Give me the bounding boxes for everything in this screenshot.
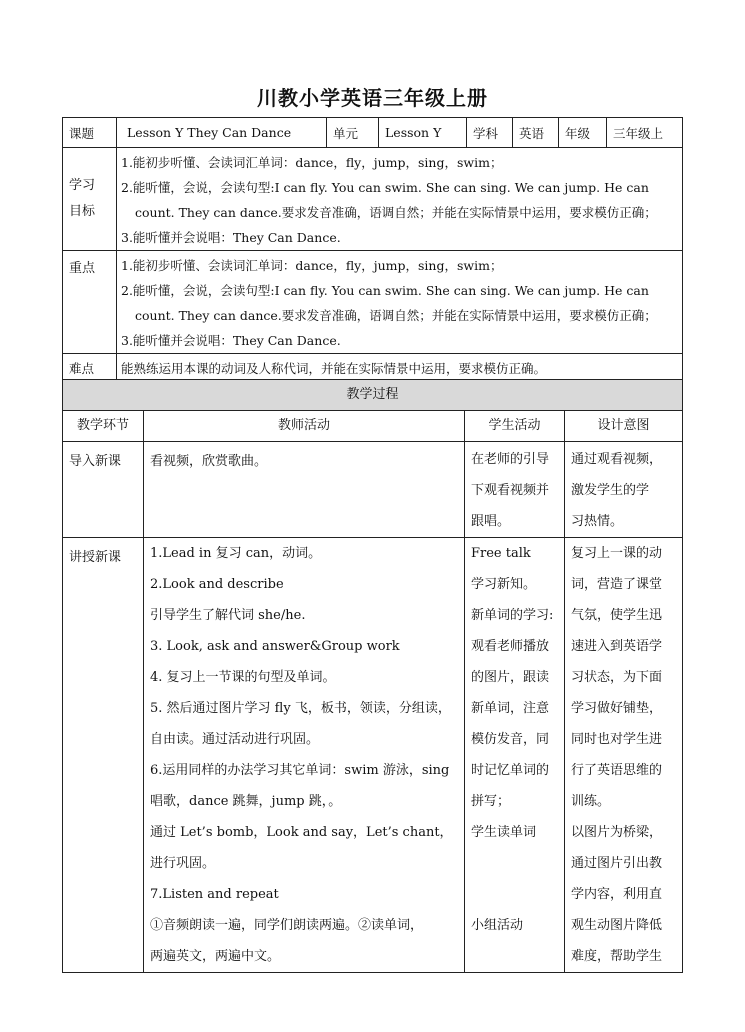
objectives-line: count. They can dance.要求发音准确，语调自然；并能在实际情景中运用，要求模仿正确；	[135, 205, 657, 220]
intro-stage: 导入新课	[63, 442, 144, 538]
grade-label: 年级	[559, 118, 607, 148]
teach-student-line: 的图片，跟读	[471, 670, 550, 685]
teach-teacher-line: 唱歌，dance 跳舞，jump 跳，。	[150, 794, 342, 809]
teach-student-line: 学习新知。	[471, 577, 537, 592]
teach-student-line: Free talk	[471, 546, 531, 561]
difficulty-row	[63, 354, 683, 382]
keypoints-row	[63, 251, 683, 354]
intro-design-line: 习热情。	[571, 514, 624, 529]
intro-student-line: 在老师的引导	[471, 452, 550, 467]
teach-teacher-line: 引导学生了解代词 she/he.	[150, 608, 306, 623]
unit-label: 单元	[327, 118, 379, 148]
header-teacher: 教师活动	[144, 411, 465, 442]
teach-teacher-line: 2.Look and describe	[150, 577, 284, 592]
header-stage: 教学环节	[63, 411, 144, 442]
unit-value: Lesson Y	[379, 118, 467, 148]
teach-design-line: 难度，帮助学生	[571, 949, 663, 964]
teach-teacher-line: 7.Listen and repeat	[150, 887, 279, 902]
teach-student-line: 小组活动	[471, 918, 524, 933]
teach-design-line: 行了英语思维的	[571, 763, 663, 778]
intro-student-line: 下观看视频并	[471, 483, 550, 498]
header-design: 设计意图	[565, 411, 683, 442]
keypoints-content	[117, 251, 683, 354]
teach-student-line: 新单词，注意	[471, 701, 550, 716]
difficulty-text: 能熟练运用本课的动词及人称代词，并能在实际情景中运用，要求模仿正确。	[117, 354, 683, 382]
objectives-label-1: 学习	[69, 178, 96, 193]
intro-design-line: 激发学生的学	[571, 483, 650, 498]
objectives-line: 1.能初步听懂、会读词汇单词：dance，fly，jump，sing，swim；	[121, 155, 503, 170]
intro-teacher: 看视频，欣赏歌曲。	[144, 442, 465, 538]
teach-teacher-line: 自由读。通过活动进行巩固。	[150, 732, 320, 747]
teach-teacher-line: 4. 复习上一节课的句型及单词。	[150, 670, 336, 685]
process-header-row	[63, 411, 683, 442]
teach-design-line: 词，营造了课堂	[571, 577, 663, 592]
teach-design-line: 以图片为桥梁，	[571, 825, 663, 840]
intro-student-line: 跟唱。	[471, 514, 511, 529]
objectives-line: 2.能听懂，会说，会读句型:I can fly. You can swim. She can sing. We can jump. He can	[121, 180, 649, 195]
subject-label: 学科	[467, 118, 513, 148]
info-row	[63, 118, 683, 148]
intro-design-line: 通过观看视频，	[571, 452, 663, 467]
teach-teacher-line: 6.运用同样的办法学习其它单词：swim 游泳，sing	[150, 763, 450, 778]
objectives-row	[63, 148, 683, 251]
difficulty-label: 难点	[63, 354, 117, 382]
objectives-line: 3.能听懂并会说唱：They Can Dance.	[121, 230, 341, 245]
teach-row	[63, 538, 683, 973]
teach-student-line: 观看老师播放	[471, 639, 550, 654]
lesson-info-table	[62, 117, 683, 382]
course-value: Lesson Y They Can Dance	[117, 118, 327, 148]
intro-design	[565, 442, 683, 538]
teaching-process-table	[62, 379, 683, 973]
teach-design-line: 通过图片引出教	[571, 856, 663, 871]
teach-student-line: 新单词的学习:	[471, 608, 554, 623]
teach-teacher-line: 5. 然后通过图片学习 fly 飞，板书，领读，分组读，	[150, 701, 451, 716]
process-title-row	[63, 380, 683, 411]
keypoints-line: 3.能听懂并会说唱：They Can Dance.	[121, 333, 341, 348]
objectives-label	[63, 148, 117, 251]
teach-student-line	[471, 848, 560, 879]
teach-student	[465, 538, 565, 973]
teach-design-line: 学习做好铺垫，	[571, 701, 663, 716]
teach-design	[565, 538, 683, 973]
keypoints-line: count. They can dance.要求发音准确，语调自然；并能在实际情景中运用，要求模仿正确；	[135, 308, 657, 323]
teach-student-line: 时记忆单词的	[471, 763, 550, 778]
intro-row	[63, 442, 683, 538]
objectives-label-2: 目标	[69, 204, 96, 219]
course-label: 课题	[63, 118, 117, 148]
teach-design-line: 习状态，为下面	[571, 670, 663, 685]
teach-stage: 讲授新课	[63, 538, 144, 973]
teach-student-line	[471, 879, 560, 910]
teach-teacher-line: 3. Look, ask and answer&Group work	[150, 639, 400, 654]
keypoints-line: 1.能初步听懂、会读词汇单词：dance，fly，jump，sing，swim；	[121, 258, 503, 273]
teach-teacher-line: 1.Lead in 复习 can，动词。	[150, 546, 322, 561]
teach-student-line: 模仿发音，同	[471, 732, 550, 747]
header-student: 学生活动	[465, 411, 565, 442]
keypoints-line: 2.能听懂，会说，会读句型:I can fly. You can swim. She can sing. We can jump. He can	[121, 283, 649, 298]
teach-design-line: 气氛，使学生迅	[571, 608, 663, 623]
teach-design-line: 学内容，利用直	[571, 887, 663, 902]
teach-design-line: 观生动图片降低	[571, 918, 663, 933]
keypoints-label: 重点	[63, 251, 117, 354]
teach-student-line: 拼写；	[471, 794, 511, 809]
document-title: 川教小学英语三年级上册	[257, 86, 488, 110]
objectives-content	[117, 148, 683, 251]
teach-design-line: 速进入到英语学	[571, 639, 663, 654]
teach-design-line: 复习上一课的动	[571, 546, 663, 561]
subject-value: 英语	[513, 118, 559, 148]
teach-teacher-line: 通过 Let’s bomb，Look and say，Let’s chant，	[150, 825, 453, 840]
teach-teacher	[144, 538, 465, 973]
teach-teacher-line: 进行巩固。	[150, 856, 216, 871]
teach-student-line: 学生读单词	[471, 825, 537, 840]
intro-student	[465, 442, 565, 538]
teach-design-line: 同时也对学生进	[571, 732, 663, 747]
process-title: 教学过程	[63, 380, 683, 411]
teach-teacher-line: ①音频朗读一遍，同学们朗读两遍。②读单词，	[150, 918, 424, 933]
teach-teacher-line: 两遍英文，两遍中文。	[150, 949, 281, 964]
grade-value: 三年级上	[607, 118, 683, 148]
teach-design-line: 训练。	[571, 794, 611, 809]
